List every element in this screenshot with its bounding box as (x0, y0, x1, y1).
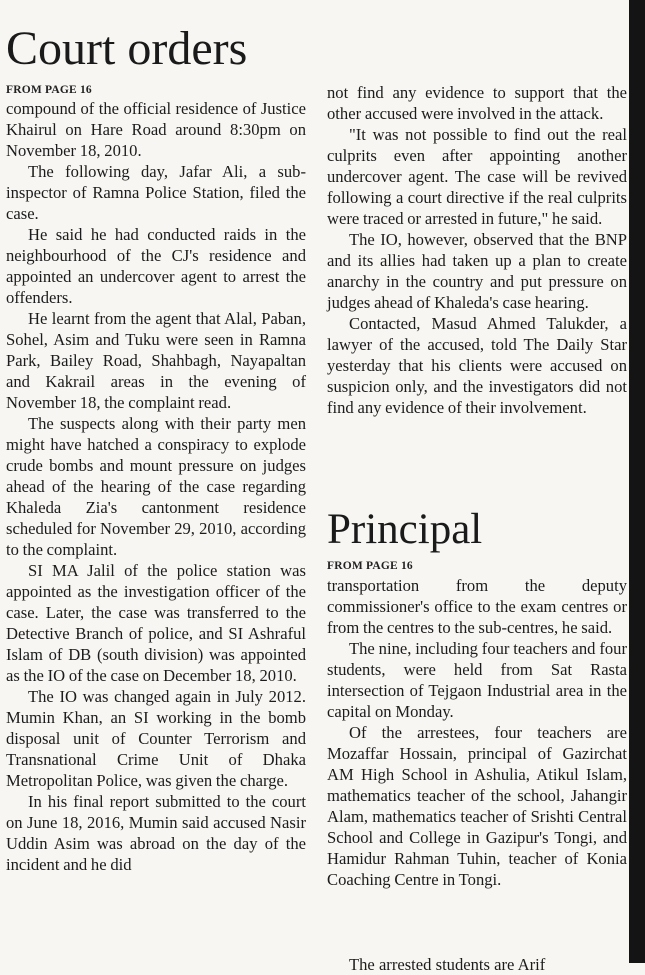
paragraph: In his final report submitted to the court on June 18, 2016, Mumin said accused Nasir Uddin Asim was abroad on the day of the incident and he did (6, 792, 306, 874)
headline-court-orders: Court orders (6, 22, 248, 75)
jump-line-principal: FROM PAGE 16 (327, 560, 413, 572)
paragraph: Of the arrestees, four teachers are Mozaffar Hossain, principal of Gazirchat AM High School in Ashulia, Atikul Islam, mathematics teacher of the school, Jahangir Alam, mathematics teacher of Srishti Central School and College in Gazipur's Tongi, and Hamidur Rahman Tuhin, teacher of Konia Coaching Centre in Tongi. (327, 723, 627, 889)
paragraph: "It was not possible to find out the real culprits even after appointing another undercover agent. The case will be revived following a court directive if the real culprits were traced or arrested in future," he said. (327, 125, 627, 228)
cut-off-line (327, 948, 627, 974)
paragraph: He said he had conducted raids in the neighbourhood of the CJ's residence and appointed an undercover agent to arrest the offenders. (6, 225, 306, 307)
paragraph: not find any evidence to support that the other accused were involved in the attack. (327, 83, 627, 123)
paragraph: The suspects along with their party men might have hatched a conspiracy to explode crude bombs and mount pressure on judges ahead of the hearing of the case regarding Khaleda Zia's cantonment residence scheduled for November 29, 2010, according to the complaint. (6, 414, 306, 559)
paragraph: compound of the official residence of Justice Khairul on Hare Road around 8:30pm on November 18, 2010. (6, 99, 306, 160)
paragraph: The following day, Jafar Ali, a sub-inspector of Ramna Police Station, filed the case. (6, 162, 306, 223)
court-orders-left-column (6, 98, 306, 875)
principal-column (327, 575, 627, 890)
paragraph-cut: The arrested students are Arif (349, 955, 546, 974)
paragraph: transportation from the deputy commissioner's office to the exam centres or from the centres to the sub-centres, he said. (327, 576, 627, 637)
paragraph: Contacted, Masud Ahmed Talukder, a lawyer of the accused, told The Daily Star yesterday that his clients were accused on suspicion only, and the investigators did not find any evidence of their involvement. (327, 314, 627, 417)
paragraph: SI MA Jalil of the police station was appointed as the investigation officer of the case. Later, the case was transferred to the Detective Branch of police, and SI Ashraful Islam of DB (south division) was appointed as the IO of the case on December 18, 2010. (6, 561, 306, 685)
paragraph: The IO was changed again in July 2012. Mumin Khan, an SI working in the bomb disposal unit of Counter Terrorism and Transnational Crime Unit of Dhaka Metropolitan Police, was given the charge. (6, 687, 306, 790)
headline-principal: Principal (327, 506, 483, 553)
court-orders-right-column (327, 82, 627, 418)
paragraph: The nine, including four teachers and four students, were held from Sat Rasta intersection of Tejgaon Industrial area in the capital on Monday. (327, 639, 627, 721)
page-edge-shadow (629, 0, 645, 963)
paragraph: The IO, however, observed that the BNP and its allies had taken up a plan to create anarchy in the country and put pressure on judges ahead of Khaleda's case hearing. (327, 230, 627, 312)
jump-line-court-orders: FROM PAGE 16 (6, 84, 92, 96)
paragraph: He learnt from the agent that Alal, Paban, Sohel, Asim and Tuku were seen in Ramna Park, Bailey Road, Shahbagh, Nayapaltan and Kakrail areas in the evening of November 18, the complaint read. (6, 309, 306, 412)
